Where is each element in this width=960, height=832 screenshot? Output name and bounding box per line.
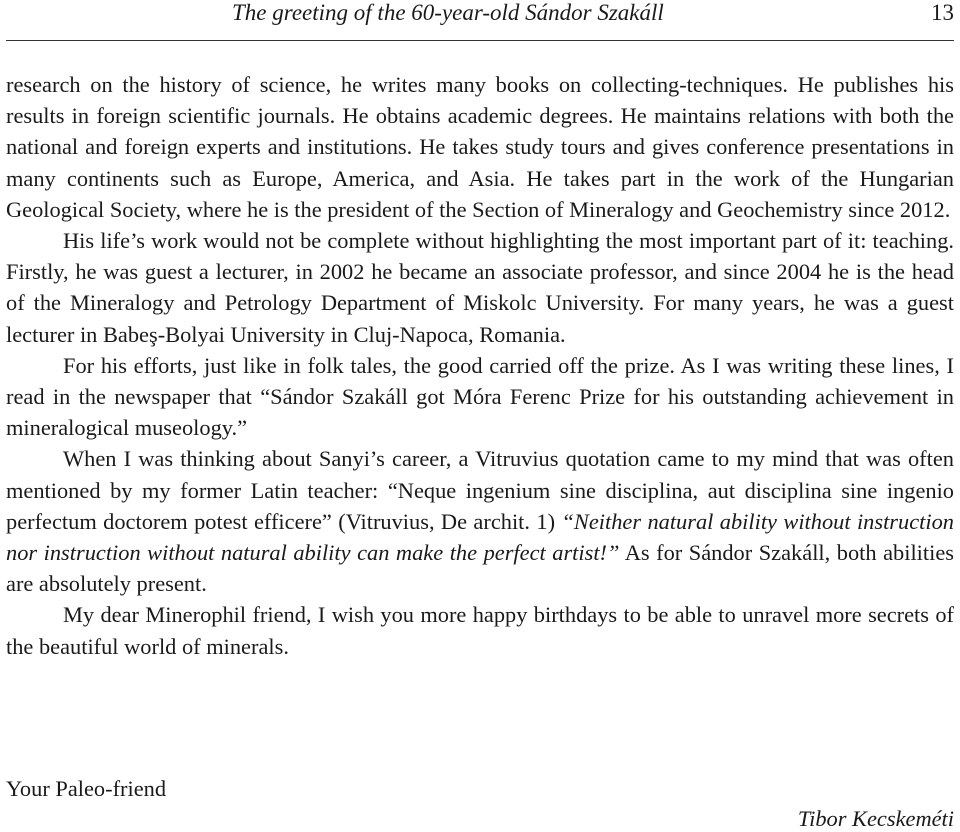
body-text (6, 69, 954, 662)
paragraph-2: His life’s work would not be complete without highlighting the most important part of it: teaching. Firstly, he was guest a lecturer, in 2002 he became an associate professor, and since 2004 he is the head of the Mineralogy and Petrology Department of Miskolc University. For many years, he was a guest lecturer in Babeş-Bolyai University in Cluj-Napoca, Romania. (6, 228, 954, 347)
paragraph-3: For his efforts, just like in folk tales, the good carried off the prize. As I was writing these lines, I read in the newspaper that “Sándor Szakáll got Móra Ferenc Prize for his outstanding achievement in mineralogical museology.” (6, 352, 954, 441)
vitruvius-translation: “Neither natural ability without instruction nor instruction without natural ability can make the perfect artist!” (6, 508, 954, 566)
running-title: The greeting of the 60-year-old Sándor Szakáll (232, 0, 664, 25)
signature: Tibor Kecskeméti (797, 806, 954, 831)
document-page (6, 0, 954, 832)
paragraph-5: My dear Minerophil friend, I wish you more happy birthdays to be able to unravel more secrets of the beautiful world of minerals. (6, 602, 954, 659)
paragraph-4-start: When I was thinking about Sanyi’s career, a Vitruvius quotation came to my mind that was often mentioned by my former Latin teacher: “Neque ingenium sine disciplina, aut disciplina sine ingenio perfectum doctorem potest efficere” (Vitruvius, De archit. 1) (6, 446, 954, 534)
page-header (6, 0, 954, 41)
paragraph-1: research on the history of science, he writes many books on collecting-techniques. He publishes his results in foreign scientific journals. He obtains academic degrees. He maintains relations with both the national and foreign experts and institutions. He takes study tours and gives conference presentations in many continents such as Europe, America, and Asia. He takes part in the work of the Hungarian Geological Society, where he is the president of the Section of Mineralogy and Geochemistry since 2012. (6, 72, 954, 222)
closing-line: Your Paleo-friend (6, 776, 167, 801)
paragraph-4-end: As for Sándor Szakáll, both abilities are absolutely present. (6, 540, 954, 597)
paragraph-4 (6, 443, 954, 599)
page-number: 13 (931, 0, 954, 25)
